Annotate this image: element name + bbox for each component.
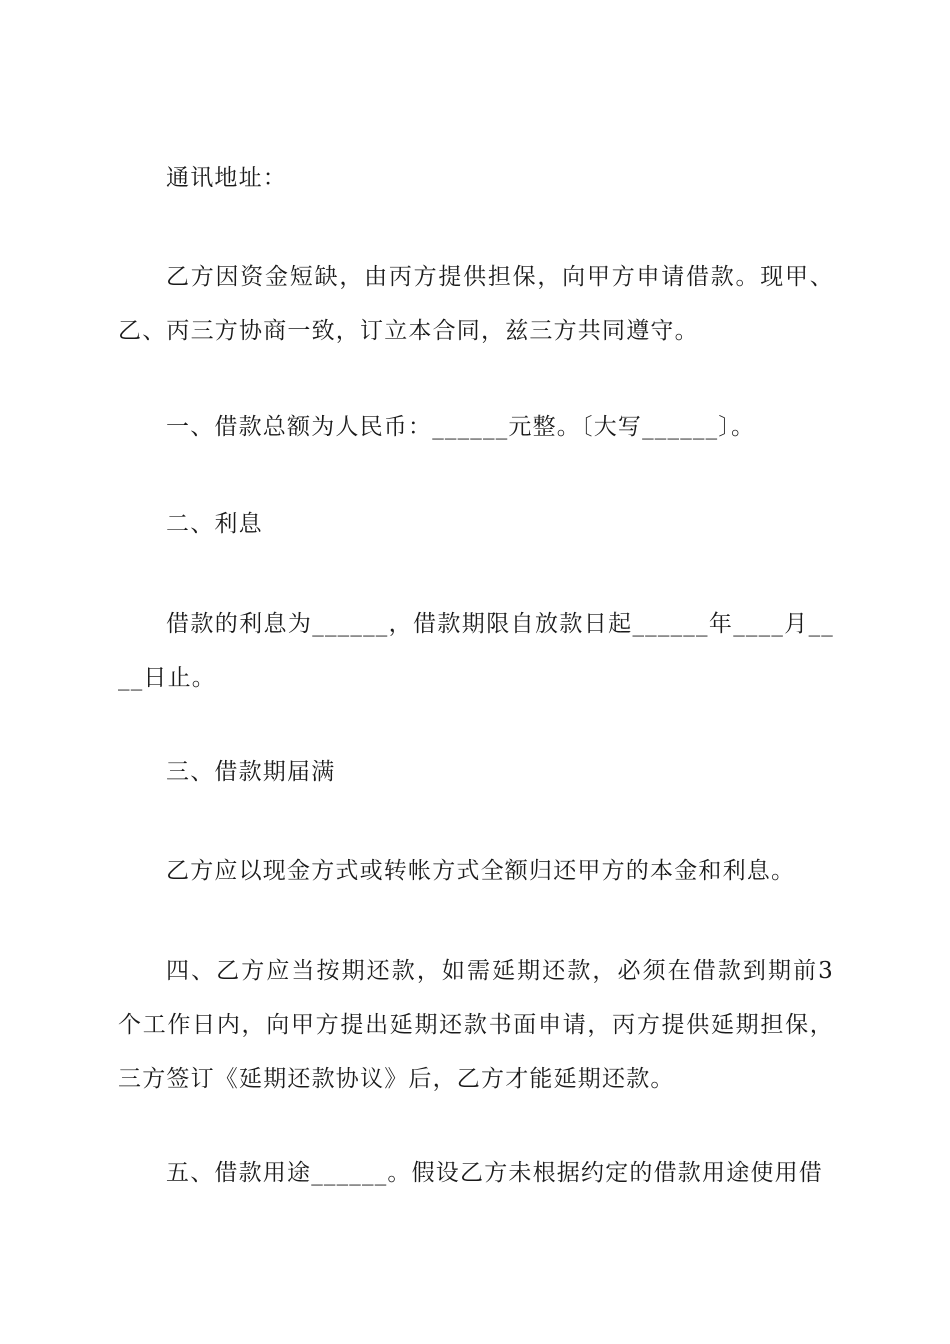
clause-3-heading: 三、借款期届满 (166, 759, 336, 785)
clause-3-repayment-text: 乙方应以现金方式或转帐方式全额归还甲方的本金和利息。 (166, 858, 796, 884)
contact-address-line: 通讯地址： (166, 165, 287, 191)
clause-2-heading: 二、利息 (166, 511, 263, 537)
clause-1-loan-amount: 一、借款总额为人民币：______元整。〔大写______〕。 (166, 414, 756, 440)
contract-preamble: 乙方因资金短缺，由丙方提供担保，向甲方申请借款。现甲、乙、丙三方协商一致，订立本合同，兹三方共同遵守。 (118, 264, 834, 344)
clause-5-loan-purpose: 五、借款用途______。假设乙方未根据约定的借款用途使用借 (166, 1160, 823, 1186)
clause-2-interest-text: 借款的利息为______，借款期限自放款日起______年____月____日止。 (118, 611, 834, 691)
clause-4-extension: 四、乙方应当按期还款，如需延期还款，必须在借款到期前3个工作日内，向甲方提出延期还款书面申请，丙方提供延期担保，三方签订《延期还款协议》后，乙方才能延期还款。 (118, 958, 834, 1092)
